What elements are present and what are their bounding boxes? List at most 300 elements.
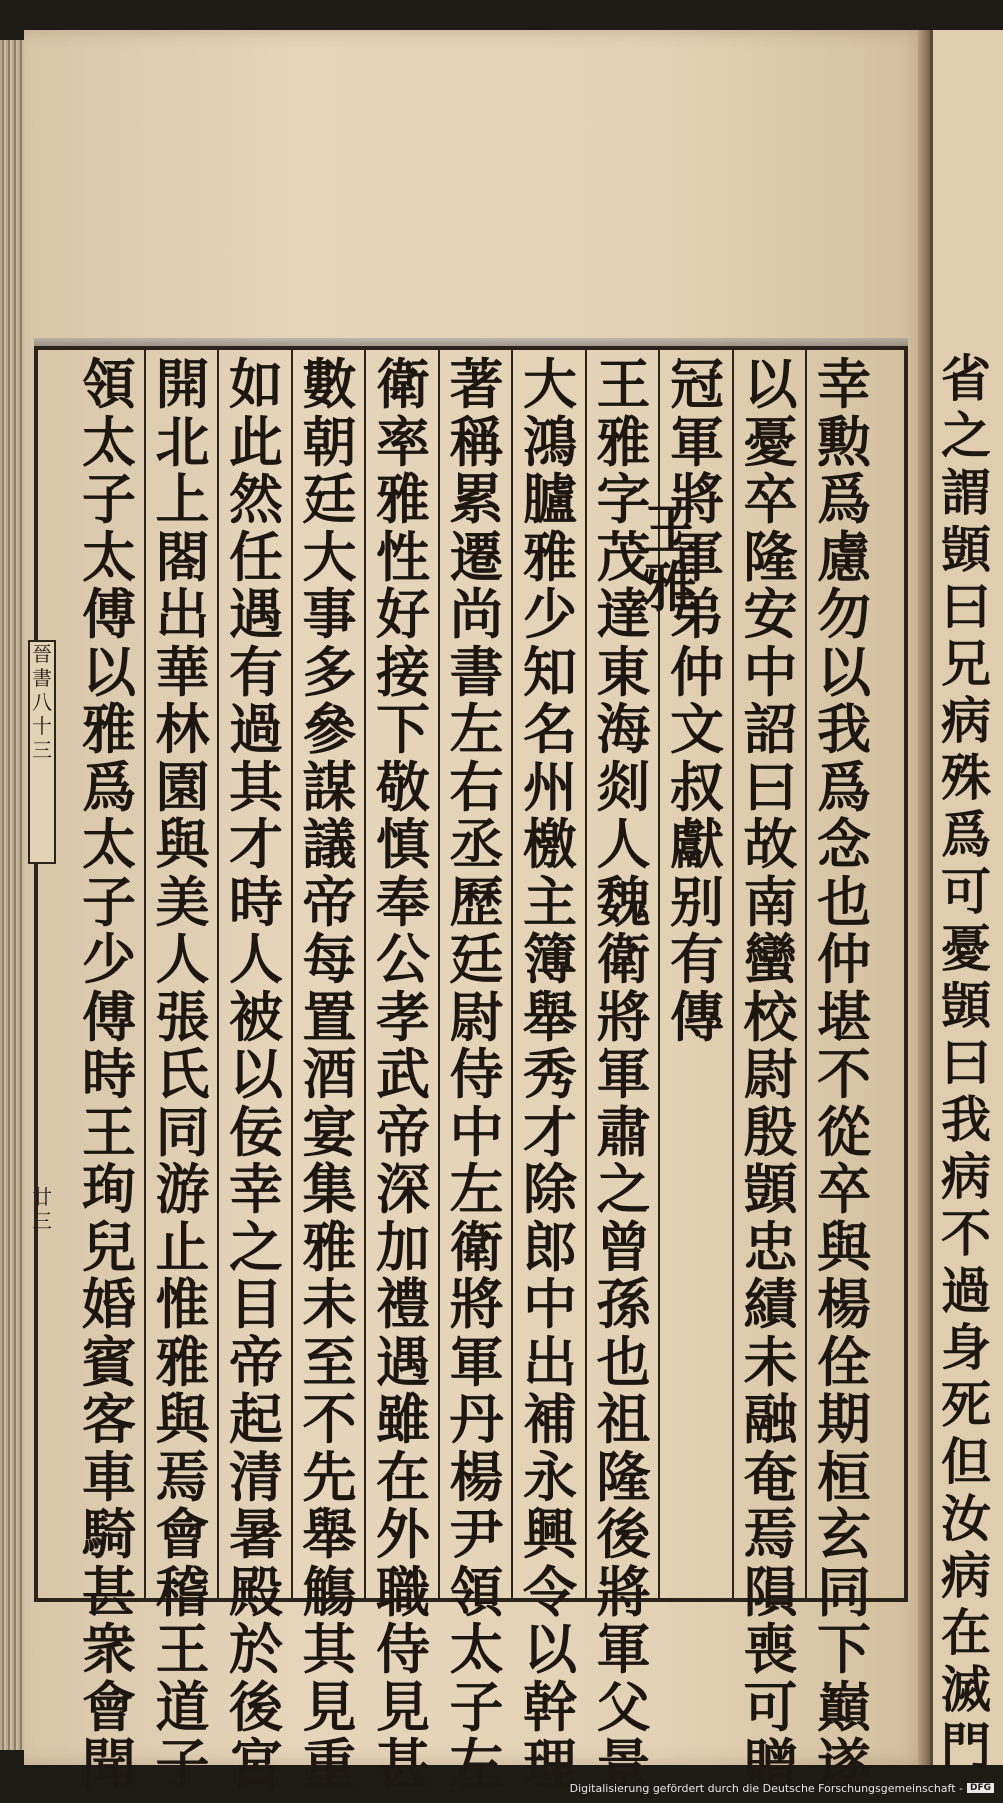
glyph: 時 (229, 869, 283, 934)
glyph: 遷 (449, 524, 504, 589)
glyph: 太 (449, 1617, 504, 1681)
glyph: 清 (229, 1444, 283, 1509)
glyph: 佺 (817, 1329, 871, 1394)
glyph: 客 (82, 1387, 136, 1451)
glyph: 出 (155, 582, 210, 646)
glyph: 丞 (449, 812, 504, 876)
glyph: 才 (229, 812, 283, 876)
glyph: 中 (743, 639, 798, 704)
glyph: 少 (82, 927, 136, 991)
glyph: 傅 (82, 984, 136, 1049)
glyph: 出 (523, 1329, 577, 1394)
glyph: 子 (155, 1732, 210, 1796)
glyph: 檄 (523, 812, 577, 876)
glyph: 慎 (376, 812, 430, 876)
glyph: 起 (229, 1387, 283, 1451)
glyph: 珣 (82, 1157, 136, 1221)
text-column (76, 352, 142, 1796)
glyph: 王 (155, 1617, 210, 1681)
text-column (297, 352, 363, 1796)
facing-page-column (935, 349, 997, 1776)
glyph: 病 (941, 1147, 991, 1206)
glyph: 從 (817, 1099, 871, 1164)
glyph: 興 (523, 1502, 577, 1566)
glyph: 遂 (817, 1732, 871, 1796)
glyph: 會 (82, 1674, 136, 1739)
glyph: 仲 (670, 639, 724, 704)
glyph: 補 (523, 1387, 577, 1451)
glyph: 重 (302, 1732, 357, 1796)
glyph: 遇 (376, 1329, 430, 1394)
column-rule (805, 350, 807, 1600)
glyph: 桓 (817, 1444, 871, 1509)
glyph: 止 (155, 1214, 210, 1279)
glyph: 張 (155, 984, 210, 1049)
glyph: 冠 (670, 352, 724, 416)
glyph: 外 (376, 1502, 430, 1566)
glyph: 衆 (82, 1617, 136, 1681)
glyph: 孫 (596, 1272, 651, 1336)
glyph: 弟 (670, 582, 724, 646)
glyph: 兒 (82, 1214, 136, 1279)
glyph: 軍 (670, 524, 724, 589)
glyph: 帝 (229, 1329, 283, 1394)
glyph: 林 (155, 697, 210, 761)
glyph: 楊 (449, 1444, 504, 1509)
glyph: 可 (941, 862, 991, 921)
glyph: 身 (941, 1318, 991, 1377)
glyph: 我 (941, 1090, 991, 1149)
glyph: 勿 (817, 582, 871, 646)
glyph: 三 (32, 1209, 52, 1233)
glyph: 爲 (82, 754, 136, 819)
glyph: 衛 (596, 927, 651, 991)
glyph: 加 (376, 1214, 430, 1279)
glyph: 事 (302, 582, 357, 646)
glyph: 幹 (523, 1674, 577, 1739)
glyph: 茂 (596, 524, 651, 589)
glyph: 子 (82, 467, 136, 531)
glyph: 雅 (82, 697, 136, 761)
text-column (150, 352, 216, 1796)
glyph: 中 (523, 1272, 577, 1336)
glyph: 遇 (229, 582, 283, 646)
glyph: 與 (817, 1214, 871, 1279)
glyph: 然 (229, 467, 283, 531)
glyph: 每 (302, 927, 357, 991)
glyph: 北 (155, 409, 210, 474)
glyph: 園 (155, 754, 210, 819)
glyph: 贈 (743, 1732, 798, 1796)
glyph: 廷 (449, 927, 504, 991)
glyph: 帝 (302, 869, 357, 934)
glyph: 也 (596, 1329, 651, 1394)
glyph: 病 (941, 691, 991, 750)
glyph: 滅 (941, 1660, 991, 1719)
glyph: 校 (743, 984, 798, 1049)
glyph: 雖 (376, 1387, 430, 1451)
glyph: 融 (743, 1387, 798, 1451)
glyph: 宮 (229, 1732, 283, 1796)
glyph: 魏 (596, 869, 651, 934)
glyph: 績 (743, 1272, 798, 1336)
glyph: 公 (376, 927, 430, 991)
glyph: 不 (941, 1204, 991, 1263)
glyph: 之 (229, 1214, 283, 1279)
leaf-number (30, 1185, 54, 1233)
glyph: 多 (302, 639, 357, 704)
glyph: 尚 (449, 582, 504, 646)
glyph: 永 (523, 1444, 577, 1509)
glyph: 先 (302, 1444, 357, 1509)
glyph: 書 (32, 666, 52, 690)
glyph: 數 (302, 352, 357, 416)
glyph: 朝 (302, 409, 357, 474)
glyph: 右 (449, 754, 504, 819)
glyph: 人 (155, 927, 210, 991)
glyph: 接 (376, 639, 430, 704)
digitization-footer (570, 1779, 994, 1797)
glyph: 除 (523, 1157, 577, 1221)
glyph: 爲 (817, 754, 871, 819)
glyph: 下 (817, 1617, 871, 1681)
glyph: 左 (449, 697, 504, 761)
glyph: 忠 (743, 1214, 798, 1279)
glyph: 中 (449, 1099, 504, 1164)
glyph: 臚 (523, 467, 577, 531)
glyph: 雅 (644, 555, 698, 619)
glyph: 至 (302, 1329, 357, 1394)
glyph: 叔 (670, 754, 724, 819)
glyph: 故 (743, 812, 798, 876)
glyph: 人 (229, 927, 283, 991)
glyph: 將 (596, 984, 651, 1049)
glyph: 車 (82, 1444, 136, 1509)
glyph: 禮 (376, 1272, 430, 1336)
glyph: 門 (941, 1717, 991, 1776)
glyph: 同 (155, 1099, 210, 1164)
glyph: 見 (302, 1674, 357, 1739)
column-rule (732, 350, 734, 1600)
glyph: 殿 (229, 1559, 283, 1624)
glyph: 有 (229, 639, 283, 704)
glyph: 甚 (82, 1559, 136, 1624)
glyph: 太 (82, 812, 136, 876)
glyph: 不 (302, 1387, 357, 1451)
column-rule (585, 350, 587, 1600)
glyph: 開 (155, 352, 210, 416)
glyph: 時 (82, 1042, 136, 1106)
glyph: 慮 (817, 524, 871, 589)
glyph: 巔 (817, 1674, 871, 1739)
glyph: 爲 (817, 467, 871, 531)
text-column (223, 352, 289, 1796)
glyph: 其 (302, 1617, 357, 1681)
glyph: 稽 (155, 1559, 210, 1624)
glyph: 將 (449, 1272, 504, 1336)
glyph: 八 (32, 690, 52, 714)
section-heading (636, 497, 706, 619)
dfg-logo: DFG (967, 1783, 994, 1793)
text-column (370, 352, 436, 1796)
glyph: 雅 (155, 1329, 210, 1394)
glyph: 武 (376, 1042, 430, 1106)
glyph: 會 (155, 1502, 210, 1566)
glyph: 肅 (596, 1099, 651, 1164)
glyph: 華 (155, 639, 210, 704)
glyph: 子 (449, 1674, 504, 1739)
glyph: 南 (743, 869, 798, 934)
glyph: 州 (523, 754, 577, 819)
glyph: 過 (229, 697, 283, 761)
glyph: 曾 (596, 1214, 651, 1279)
glyph: 左 (449, 1157, 504, 1221)
glyph: 賓 (82, 1329, 136, 1394)
glyph: 文 (670, 697, 724, 761)
glyph: 將 (596, 1559, 651, 1624)
glyph: 十 (32, 714, 52, 738)
glyph: 廷 (302, 467, 357, 531)
glyph: 謂 (941, 463, 991, 522)
glyph: 稱 (449, 409, 504, 474)
column-rule (364, 350, 366, 1600)
glyph: 上 (155, 467, 210, 531)
glyph: 著 (449, 352, 504, 416)
glyph: 道 (155, 1674, 210, 1739)
glyph: 子 (82, 869, 136, 934)
glyph: 以 (229, 1042, 283, 1106)
glyph: 氏 (155, 1042, 210, 1106)
glyph: 領 (82, 352, 136, 416)
glyph: 軍 (449, 1329, 504, 1394)
glyph: 剡 (596, 754, 651, 819)
text-column (444, 352, 510, 1796)
glyph: 才 (523, 1099, 577, 1164)
glyph: 暑 (229, 1502, 283, 1566)
glyph: 獻 (670, 812, 724, 876)
glyph: 大 (523, 352, 577, 416)
glyph: 傅 (82, 582, 136, 646)
glyph: 如 (229, 352, 283, 416)
margin-label (28, 640, 56, 864)
glyph: 太 (82, 409, 136, 474)
text-column (664, 352, 730, 1156)
glyph: 憂 (743, 409, 798, 474)
glyph: 與 (155, 1387, 210, 1451)
glyph: 三 (32, 738, 52, 762)
glyph: 以 (82, 639, 136, 704)
glyph: 秀 (523, 1042, 577, 1106)
glyph: 太 (82, 524, 136, 589)
glyph: 騎 (82, 1502, 136, 1566)
glyph: 之 (941, 406, 991, 465)
glyph: 詔 (743, 697, 798, 761)
column-rule (217, 350, 219, 1600)
glyph: 酒 (302, 1042, 357, 1106)
glyph: 安 (743, 582, 798, 646)
glyph: 於 (229, 1617, 283, 1681)
glyph: 未 (302, 1272, 357, 1336)
glyph: 王 (644, 497, 698, 561)
glyph: 書 (449, 639, 504, 704)
glyph: 左 (449, 1732, 504, 1796)
glyph: 卒 (743, 467, 798, 531)
glyph: 尹 (449, 1502, 504, 1566)
glyph: 死 (941, 1375, 991, 1434)
glyph: 尉 (449, 984, 504, 1049)
glyph: 雅 (376, 467, 430, 531)
glyph: 參 (302, 697, 357, 761)
text-column (738, 352, 804, 1796)
glyph: 幸 (229, 1157, 283, 1221)
glyph: 累 (449, 467, 504, 531)
glyph: 幸 (817, 352, 871, 416)
glyph: 東 (596, 639, 651, 704)
glyph: 軍 (670, 409, 724, 474)
glyph: 同 (817, 1559, 871, 1624)
glyph: 顗 (941, 520, 991, 579)
glyph: 後 (596, 1502, 651, 1566)
glyph: 游 (155, 1157, 210, 1221)
glyph: 見 (376, 1674, 430, 1739)
glyph: 衛 (449, 1214, 504, 1279)
glyph: 晉 (32, 642, 52, 666)
glyph: 雅 (596, 409, 651, 474)
column-rule (291, 350, 293, 1600)
glyph: 奉 (376, 869, 430, 934)
glyph: 曰 (743, 754, 798, 819)
glyph: 隆 (596, 1444, 651, 1509)
glyph: 理 (523, 1732, 577, 1796)
glyph: 王 (596, 352, 651, 416)
glyph: 目 (229, 1272, 283, 1336)
glyph: 曰 (941, 1033, 991, 1092)
glyph: 殷 (743, 1099, 798, 1164)
glyph: 婚 (82, 1272, 136, 1336)
glyph: 佞 (229, 1099, 283, 1164)
glyph: 歷 (449, 869, 504, 934)
glyph: 以 (817, 639, 871, 704)
glyph: 少 (523, 582, 577, 646)
footer-credit: Digitalisierung gefördert durch die Deutsche Forschungsgemeinschaft - (569, 1781, 963, 1795)
glyph: 楊 (817, 1272, 871, 1336)
glyph: 在 (941, 1603, 991, 1662)
glyph: 殊 (941, 748, 991, 807)
glyph: 丹 (449, 1387, 504, 1451)
glyph: 在 (376, 1444, 430, 1509)
glyph: 雅 (302, 1214, 357, 1279)
glyph: 深 (376, 1157, 430, 1221)
glyph: 雅 (523, 524, 577, 589)
glyph: 大 (302, 524, 357, 589)
glyph: 好 (376, 582, 430, 646)
glyph: 曰 (941, 577, 991, 636)
glyph: 祖 (596, 1387, 651, 1451)
glyph: 不 (817, 1042, 871, 1106)
glyph: 也 (817, 869, 871, 934)
glyph: 宴 (302, 1099, 357, 1164)
glyph: 王 (82, 1099, 136, 1164)
column-rule (144, 350, 146, 1600)
glyph: 玄 (817, 1502, 871, 1566)
glyph: 職 (376, 1559, 430, 1624)
text-column (811, 352, 877, 1796)
glyph: 之 (596, 1157, 651, 1221)
glyph: 未 (743, 1329, 798, 1394)
glyph: 孝 (376, 984, 430, 1049)
glyph: 期 (817, 1387, 871, 1451)
glyph: 聞 (82, 1732, 136, 1796)
glyph: 焉 (743, 1502, 798, 1566)
glyph: 郎 (523, 1214, 577, 1279)
glyph: 侍 (376, 1617, 430, 1681)
glyph: 堪 (817, 984, 871, 1049)
glyph: 海 (596, 697, 651, 761)
glyph: 軍 (596, 1042, 651, 1106)
glyph: 焉 (155, 1444, 210, 1509)
glyph: 勲 (817, 409, 871, 474)
glyph: 達 (596, 582, 651, 646)
glyph: 廿 (32, 1185, 52, 1209)
glyph: 美 (155, 869, 210, 934)
glyph: 敬 (376, 754, 430, 819)
column-rule (511, 350, 513, 1600)
glyph: 顗 (941, 976, 991, 1035)
glyph: 知 (523, 639, 577, 704)
glyph: 後 (229, 1674, 283, 1739)
glyph: 兄 (941, 634, 991, 693)
column-rule (438, 350, 440, 1600)
glyph: 鴻 (523, 409, 577, 474)
glyph: 可 (743, 1674, 798, 1739)
glyph: 以 (523, 1617, 577, 1681)
glyph: 觴 (302, 1559, 357, 1624)
glyph: 隆 (743, 524, 798, 589)
glyph: 下 (376, 697, 430, 761)
glyph: 率 (376, 409, 430, 474)
glyph: 奄 (743, 1444, 798, 1509)
glyph: 衛 (376, 352, 430, 416)
glyph: 但 (941, 1432, 991, 1491)
glyph: 過 (941, 1261, 991, 1320)
glyph: 任 (229, 524, 283, 589)
glyph: 名 (523, 697, 577, 761)
text-column (517, 352, 583, 1796)
glyph: 字 (596, 467, 651, 531)
glyph: 尉 (743, 1042, 798, 1106)
glyph: 仲 (817, 927, 871, 991)
glyph: 謀 (302, 754, 357, 819)
glyph: 惟 (155, 1272, 210, 1336)
glyph: 喪 (743, 1617, 798, 1681)
glyph: 其 (229, 754, 283, 819)
glyph: 人 (596, 812, 651, 876)
glyph: 景 (596, 1732, 651, 1796)
glyph: 甚 (376, 1732, 430, 1796)
glyph: 憂 (941, 919, 991, 978)
glyph: 簿 (523, 927, 577, 991)
glyph: 卒 (817, 1157, 871, 1221)
glyph: 舉 (302, 1502, 357, 1566)
glyph: 置 (302, 984, 357, 1049)
glyph: 與 (155, 812, 210, 876)
glyph: 閤 (155, 524, 210, 589)
glyph: 爲 (941, 805, 991, 864)
glyph: 軍 (596, 1617, 651, 1681)
glyph: 有 (670, 927, 724, 991)
glyph: 以 (743, 352, 798, 416)
glyph: 領 (449, 1559, 504, 1624)
